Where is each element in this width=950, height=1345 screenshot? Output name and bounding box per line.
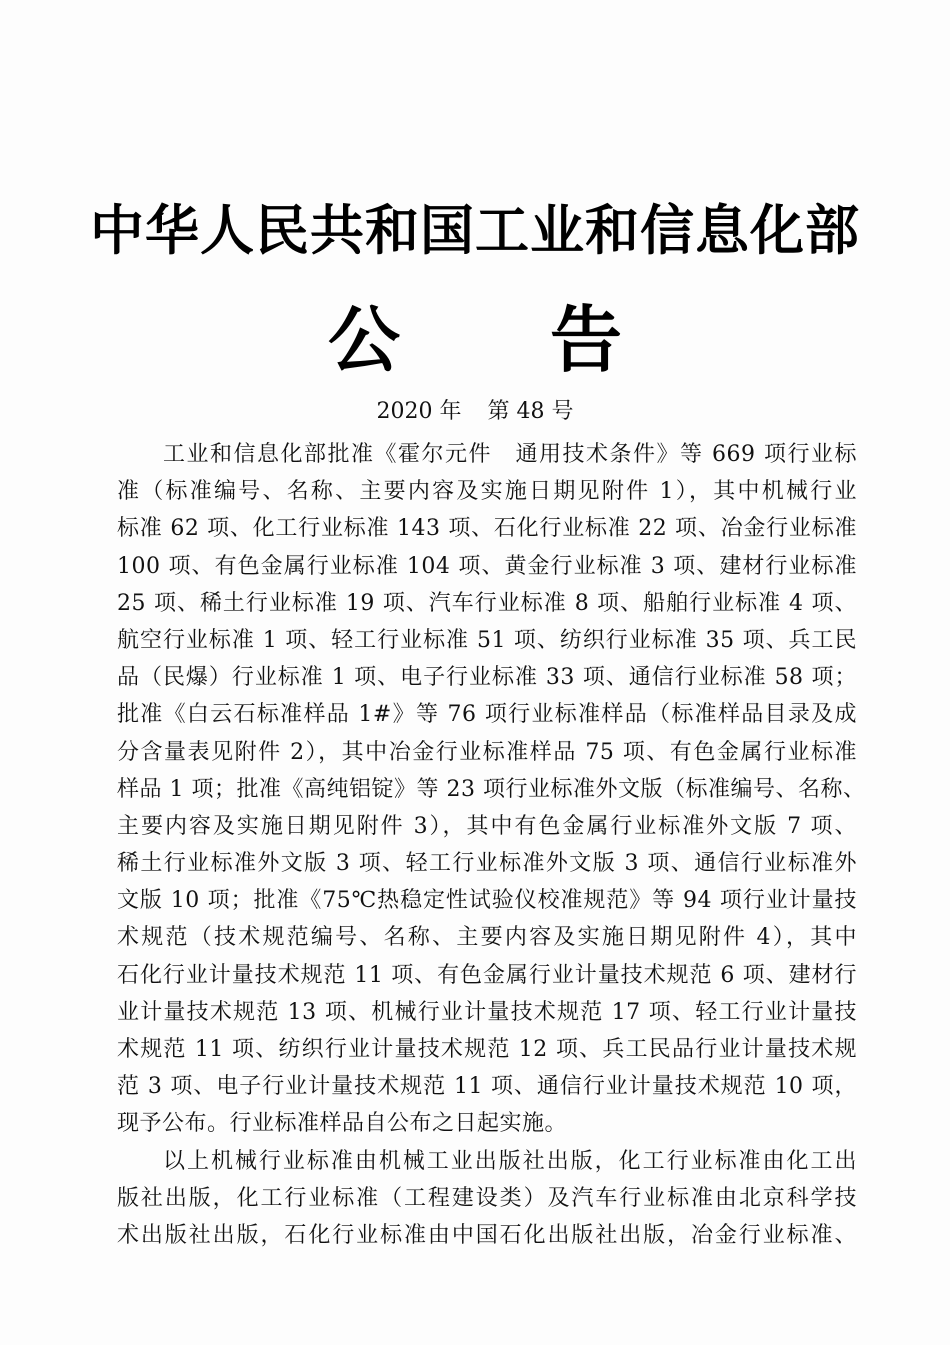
- issue-number: 第 48 号: [487, 399, 574, 424]
- paragraph-2-line-2: 版社出版，化工行业标准（工程建设类）及汽车行业标准由北京科学技: [117, 1185, 857, 1211]
- paragraph-1-line-12: 稀土行业标准外文版 3 项、轻工行业标准外文版 3 项、通信行业标准外: [117, 851, 857, 877]
- announcement-char-2: 告: [550, 297, 623, 382]
- paragraph-1-line-15: 石化行业计量技术规范 11 项、有色金属行业计量技术规范 6 项、建材行: [117, 962, 857, 988]
- announcement-char-1: 公: [327, 297, 400, 382]
- paragraph-1-line-17: 术规范 11 项、纺织行业计量技术规范 12 项、兵工民品行业计量技术规: [117, 1037, 857, 1062]
- paragraph-1-line-18: 范 3 项、电子行业计量技术规范 11 项、通信行业计量技术规范 10 项，: [117, 1074, 857, 1100]
- paragraph-1-line-9: 分含量表见附件 2），其中冶金行业标准样品 75 项、有色金属行业标准: [117, 739, 857, 765]
- paragraph-1-line-16: 业计量技术规范 13 项、机械行业计量技术规范 17 项、轻工行业计量技: [117, 999, 857, 1025]
- paragraph-1-line-3: 标准 62 项、化工行业标准 143 项、石化行业标准 22 项、冶金行业标准: [117, 516, 857, 542]
- paragraph-1-line-6: 航空行业标准 1 项、轻工行业标准 51 项、纺织行业标准 35 项、兵工民: [117, 627, 857, 653]
- paragraph-2-line-1: 以上机械行业标准由机械工业出版社出版，化工行业标准由化工出: [163, 1148, 857, 1174]
- paragraph-1-line-8: 批准《白云石标准样品 1#》等 76 项行业标准样品（标准样品目录及成: [117, 702, 857, 728]
- paragraph-1-line-1: 工业和信息化部批准《霍尔元件 通用技术条件》等 669 项行业标: [163, 442, 857, 467]
- paragraph-2-line-3: 术出版社出版，石化行业标准由中国石化出版社出版，冶金行业标准、: [117, 1222, 857, 1248]
- paragraph-1-line-7: 品（民爆）行业标准 1 项、电子行业标准 33 项、通信行业标准 58 项；: [117, 665, 857, 691]
- paragraph-1-line-4: 100 项、有色金属行业标准 104 项、黄金行业标准 3 项、建材行业标准: [117, 553, 857, 579]
- announcement-body: [117, 436, 866, 1254]
- paragraph-1-line-10: 样品 1 项；批准《高纯铝锭》等 23 项行业标准外文版（标准编号、名称、: [117, 776, 866, 802]
- announcement-heading: [0, 282, 950, 386]
- ministry-title: 中华人民共和国工业和信息化部: [90, 198, 860, 262]
- document-year: 2020 年: [376, 399, 462, 424]
- paragraph-1-line-14: 术规范（技术规范编号、名称、主要内容及实施日期见附件 4），其中: [117, 925, 857, 951]
- paragraph-1-line-13: 文版 10 项；批准《75℃热稳定性试验仪校准规范》等 94 项行业计量技: [117, 888, 857, 914]
- paragraph-1-line-11: 主要内容及实施日期见附件 3），其中有色金属行业标准外文版 7 项、: [117, 813, 857, 839]
- document-number: [0, 394, 950, 425]
- paragraph-1-line-5: 25 项、稀土行业标准 19 项、汽车行业标准 8 项、船舶行业标准 4 项、: [117, 590, 857, 616]
- paragraph-1-line-2: 准（标准编号、名称、主要内容及实施日期见附件 1），其中机械行业: [117, 479, 857, 505]
- paragraph-1-line-19: 现予公布。行业标准样品自公布之日起实施。: [117, 1111, 568, 1137]
